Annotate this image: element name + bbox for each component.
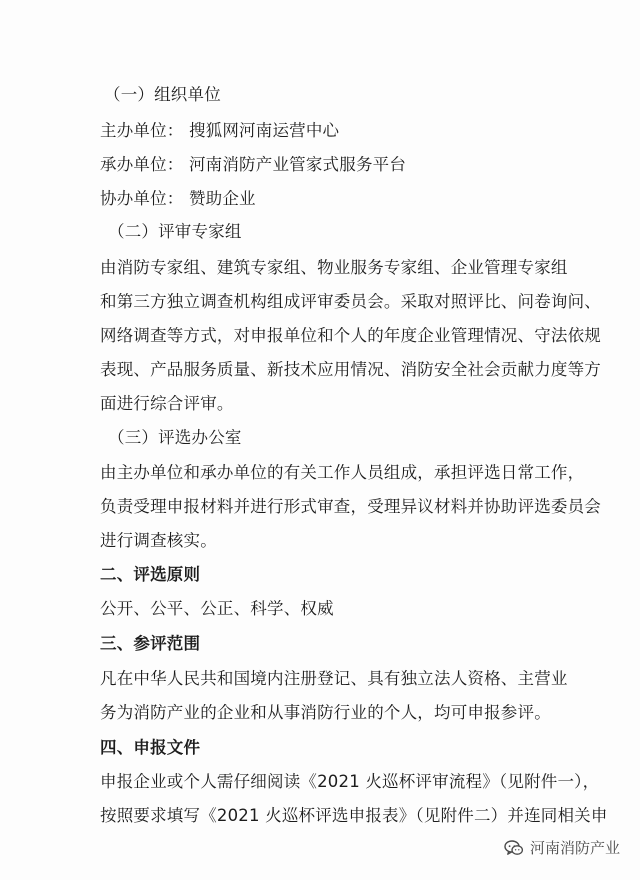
paragraph-line: 表现、产品服务质量、新技术应用情况、消防安全社会贡献力度等方 <box>100 360 601 379</box>
section-heading-principles: 二、评选原则 <box>100 565 201 584</box>
wechat-icon <box>504 839 524 857</box>
organizer-host: 主办单位： 搜狐网河南运营中心 <box>100 121 340 140</box>
section-heading-office: （三）评选办公室 <box>108 428 242 447</box>
section-heading-organizers: （一）组织单位 <box>104 85 221 104</box>
wechat-watermark <box>504 837 620 858</box>
paragraph-line: 负责受理申报材料并进行形式审查，受理异议材料并协助评选委员会 <box>100 497 601 516</box>
paragraph-line: 面进行综合评审。 <box>100 394 234 413</box>
section-heading-scope: 三、参评范围 <box>100 634 201 653</box>
paragraph-line: 由消防专家组、建筑专家组、物业服务专家组、企业管理专家组 <box>100 258 568 277</box>
paragraph-line: 按照要求填写《2021 火巡杯评选申报表》（见附件二）并连同相关申 <box>100 806 608 825</box>
paragraph-line: 申报企业或个人需仔细阅读《2021 火巡杯评审流程》（见附件一）， <box>100 772 600 791</box>
paragraph-line: 由主办单位和承办单位的有关工作人员组成，承担评选日常工作， <box>100 463 585 482</box>
organizer-undertaker: 承办单位： 河南消防产业管家式服务平台 <box>100 155 407 174</box>
paragraph-line: 务为消防产业的企业和从事消防行业的个人，均可申报参评。 <box>100 703 551 722</box>
paragraph-line: 和第三方独立调查机构组成评审委员会。采取对照评比、问卷询问、 <box>100 292 601 311</box>
watermark-text: 河南消防产业 <box>529 839 620 857</box>
section-heading-experts: （二）评审专家组 <box>108 222 242 241</box>
paragraph-line: 公开、公平、公正、科学、权威 <box>100 599 334 618</box>
paragraph-line: 凡在中华人民共和国境内注册登记、具有独立法人资格、主营业 <box>100 669 568 688</box>
paragraph-line: 进行调查核实。 <box>100 531 217 550</box>
section-heading-application-files: 四、申报文件 <box>100 738 201 757</box>
organizer-co-host: 协办单位： 赞助企业 <box>100 189 256 208</box>
paragraph-line: 网络调查等方式，对申报单位和个人的年度企业管理情况、守法依规 <box>100 326 601 345</box>
